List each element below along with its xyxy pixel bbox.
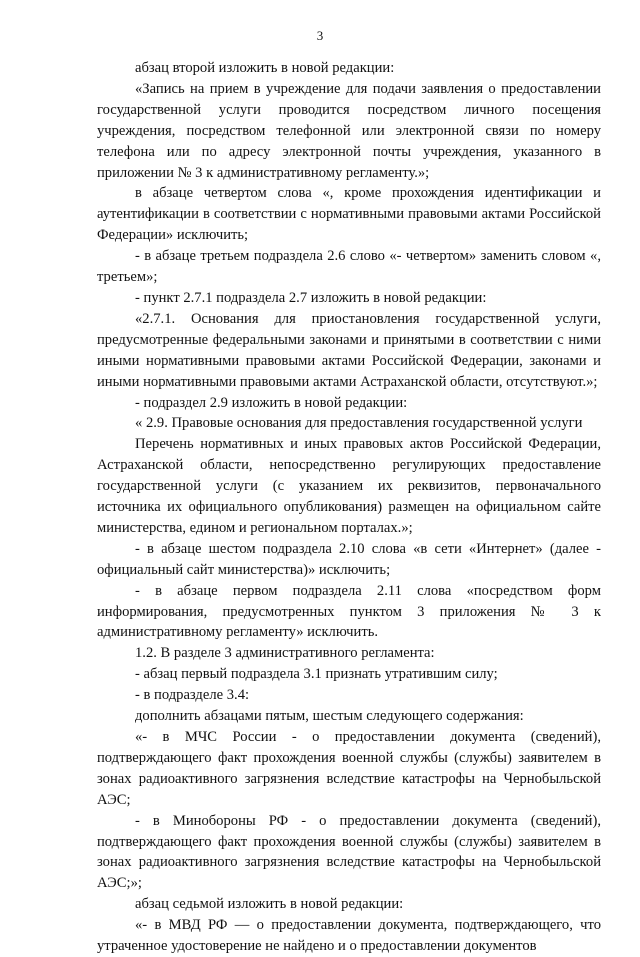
paragraph: - в подразделе 3.4:	[135, 687, 250, 704]
paragraph: - в Минобороны РФ - о предоставлении документа (сведений), подтверждающего факт прохождения военной службы (службы) заявителем в зонах радиоактивного загрязнения вследствие катастрофы на Чернобыльской АЭС;»;	[97, 812, 601, 892]
paragraph: «Запись на прием в учреждение для подачи заявления о предоставлении государственной услуги проводится посредством личного посещения учреждения, посредством телефонной или электронной связи по номеру телефона или по адресу электронной почты учреждения, указанного в приложении № 3 к административному регламенту.»;	[97, 80, 601, 181]
paragraph: - в абзаце первом подраздела 2.11 слова «посредством форм информирования, предусмотренных пунктом 3 приложения № 3 к административному регламенту» исключить.	[97, 582, 601, 641]
document-body	[97, 58, 601, 957]
paragraph: абзац второй изложить в новой редакции:	[135, 60, 395, 76]
page-number: 3	[316, 28, 324, 43]
paragraph: - подраздел 2.9 изложить в новой редакции:	[135, 394, 408, 411]
paragraph: Перечень нормативных и иных правовых актов Российской Федерации, Астраханской области, непосредственно регулирующих предоставление государственной услуги (с указанием их реквизитов, первоначального источника их официального опубликования) размещен на официальном сайте министерства, едином и региональном порталах.»;	[97, 436, 601, 536]
paragraph: в абзаце четвертом слова «, кроме прохождения идентификации и аутентификации в соответствии с нормативными правовыми актами Российской Федерации» исключить;	[97, 185, 601, 244]
paragraph: - пункт 2.7.1 подраздела 2.7 изложить в новой редакции:	[135, 289, 487, 306]
paragraph: дополнить абзацами пятым, шестым следующего содержания:	[135, 708, 524, 725]
paragraph: «- в МЧС России - о предоставлении документа (сведений), подтверждающего факт прохождения военной службы (службы) заявителем в зонах радиоактивного загрязнения вследствие катастрофы на Чернобыльской АЭС;	[97, 729, 601, 808]
paragraph: «- в МВД РФ — о предоставлении документа, подтверждающего, что утраченное удостоверение не найдено и о предоставлении документов	[97, 917, 601, 955]
paragraph: - в абзаце шестом подраздела 2.10 слова «в сети «Интернет» (далее - официальный сайт министерства)» исключить;	[97, 540, 601, 578]
paragraph: - в абзаце третьем подраздела 2.6 слово «- четвертом» заменить словом «, третьем»;	[97, 248, 601, 286]
paragraph: « 2.9. Правовые основания для предоставления государственной услуги	[135, 415, 583, 432]
paragraph: - абзац первый подраздела 3.1 признать утратившим силу;	[135, 666, 498, 683]
paragraph: 1.2. В разделе 3 административного регламента:	[135, 645, 435, 662]
paragraph: абзац седьмой изложить в новой редакции:	[135, 896, 404, 913]
paragraph: «2.7.1. Основания для приостановления государственной услуги, предусмотренные федеральными законами и принятыми в соответствии с ними иными нормативными правовыми актами Российской Федерации, законами и иными нормативными правовыми актами Астраханской области, отсутствуют.»;	[97, 310, 601, 390]
